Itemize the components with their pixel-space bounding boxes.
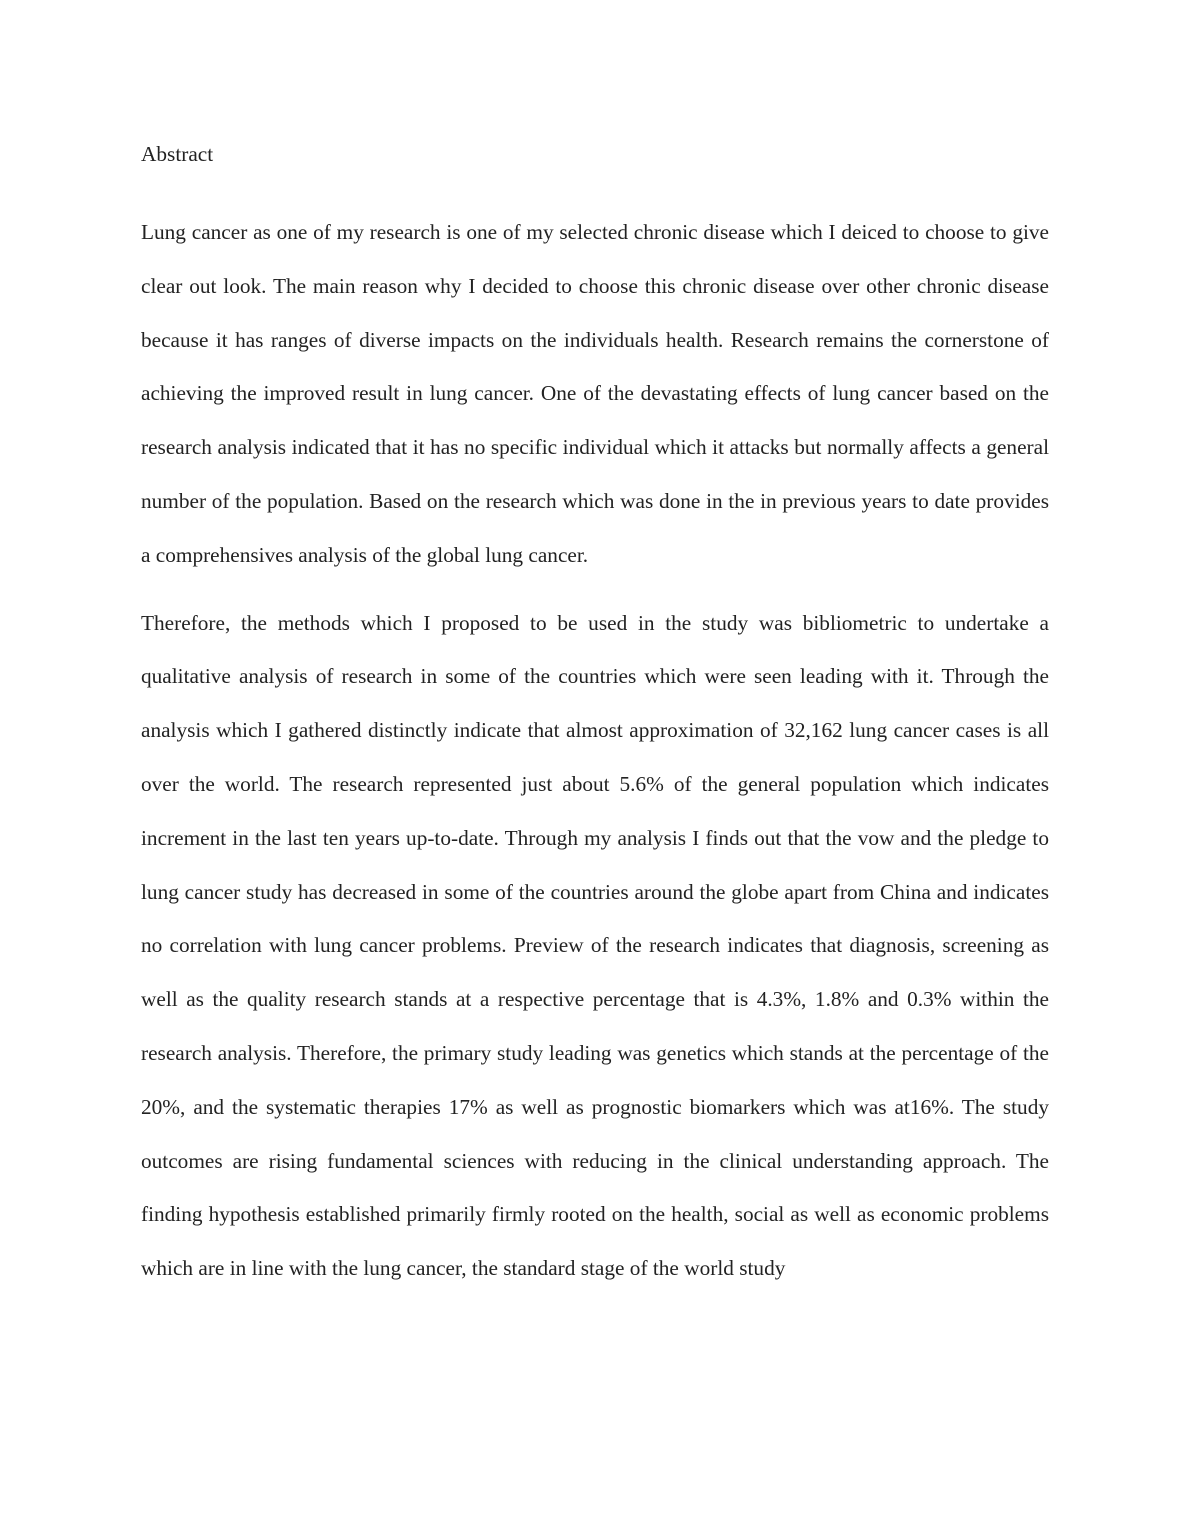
document-body — [141, 137, 1049, 1310]
section-heading: Abstract — [141, 142, 214, 166]
abstract-paragraph-2: Therefore, the methods which I proposed to be used in the study was bibliometric to undertake a qualitative analysis of research in some of the countries which were seen leading with it. Through the analysis which I gathered distinctly indicate that almost approximation of 32,162 lung cancer cases is all over the world. The research represented just about 5.6% of the general population which indicates increment in the last ten years up-to-date. Through my analysis I finds out that the vow and the pledge to lung cancer study has decreased in some of the countries around the globe apart from China and indicates no correlation with lung cancer problems. Preview of the research indicates that diagnosis, screening as well as the quality research stands at a respective percentage that is 4.3%, 1.8% and 0.3% within the research analysis. Therefore, the primary study leading was genetics which stands at the percentage of the 20%, and the systematic therapies 17% as well as prognostic biomarkers which was at16%. The study outcomes are rising fundamental sciences with reducing in the clinical understanding approach. The finding hypothesis established primarily firmly rooted on the health, social as well as economic problems which are in line with the lung cancer, the standard stage of the world study — [141, 610, 1049, 1281]
abstract-paragraph-1: Lung cancer as one of my research is one of my selected chronic disease which I deiced to choose to give clear out look. The main reason why I decided to choose this chronic disease over other chronic disease because it has ranges of diverse impacts on the individuals health. Research remains the cornerstone of achieving the improved result in lung cancer. One of the devastating effects of lung cancer based on the research analysis indicated that it has no specific individual which it attacks but normally affects a general number of the population. Based on the research which was done in the in previous years to date provides a comprehensives analysis of the global lung cancer. — [141, 220, 1049, 567]
